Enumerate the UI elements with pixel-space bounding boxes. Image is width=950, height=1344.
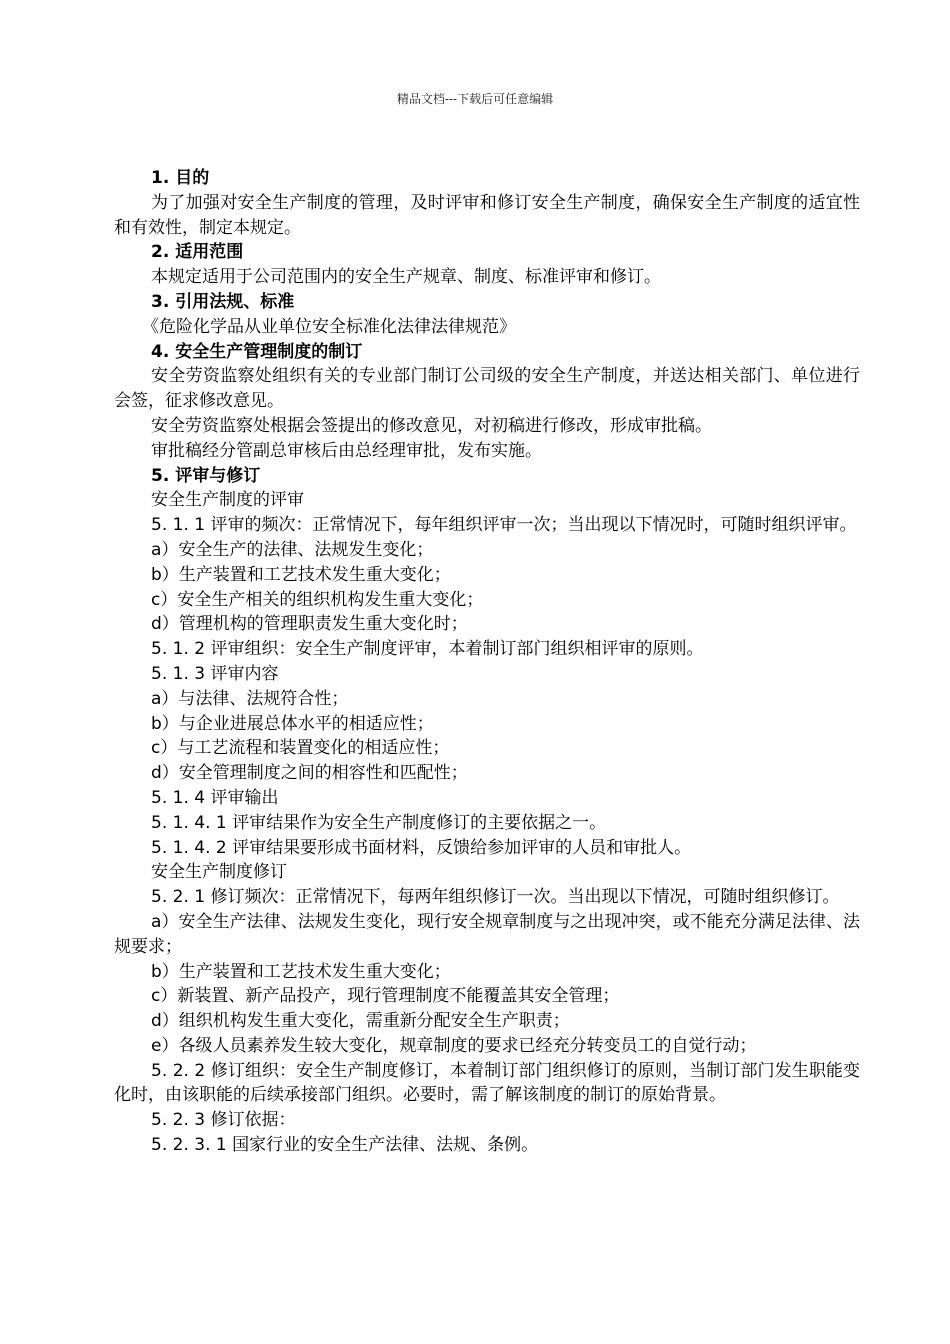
section-1-paragraph: 为了加强对安全生产制度的管理，及时评审和修订安全生产制度，确保安全生产制度的适宜性和有效性，制定本规定。 [114, 192, 860, 238]
item-5-1-1-d: d）管理机构的管理职责发生重大变化时； [151, 614, 468, 635]
section-4-paragraph-3: 审批稿经分管副总审核后由总经理审批，发布实施。 [151, 440, 542, 461]
item-5-1-4: 5. 1. 4 评审输出 [151, 787, 279, 808]
item-5-2-1-a: a）安全生产法律、法规发生变化，现行安全规章制度与之出现冲突，或不能充分满足法律、法规要求； [114, 911, 860, 957]
section-4-title: 4. 安全生产管理制度的制订 [151, 341, 363, 362]
item-5-2-1-e: e）各级人员素养发生较大变化，规章制度的要求已经充分转变员工的自觉行动； [151, 1035, 757, 1056]
item-5-2-1: 5. 2. 1 修订频次：正常情况下，每两年组织修订一次。当出现以下情况，可随时组织修订。 [151, 887, 840, 908]
section-4-paragraph-2: 安全劳资监察处根据会签提出的修改意见，对初稿进行修改，形成审批稿。 [151, 415, 712, 436]
item-5-1-1-b: b）生产装置和工艺技术发生重大变化； [151, 564, 451, 585]
item-5-1-3-c: c）与工艺流程和装置变化的相适应性； [151, 738, 450, 759]
section-5-2-title: 安全生产制度修订 [151, 862, 287, 883]
item-5-1-3-b: b）与企业进展总体水平的相适应性； [151, 713, 434, 734]
document-body [114, 166, 860, 1158]
item-5-2-1-c: c）新装置、新产品投产，现行管理制度不能覆盖其安全管理； [151, 986, 620, 1007]
section-2-paragraph: 本规定适用于公司范围内的安全生产规章、制度、标准评审和修订。 [151, 267, 661, 288]
item-5-1-4-1: 5. 1. 4. 1 评审结果作为安全生产制度修订的主要依据之一。 [151, 812, 607, 833]
section-1-title: 1. 目的 [151, 168, 210, 188]
section-3-paragraph: 《危险化学品从业单位安全标准化法律法律规范》 [142, 316, 516, 337]
item-5-1-3: 5. 1. 3 评审内容 [151, 663, 279, 684]
section-5-title: 5. 评审与修订 [151, 465, 261, 486]
item-5-2-3: 5. 2. 3 修订依据： [151, 1110, 296, 1131]
section-3-title: 3. 引用法规、标准 [151, 291, 295, 312]
item-5-1-3-a: a）与法律、法规符合性； [151, 688, 349, 709]
item-5-2-1-d: d）组织机构发生重大变化，需重新分配安全生产职责； [151, 1011, 570, 1032]
item-5-2-2: 5. 2. 2 修订组织：安全生产制度修订，本着制订部门组织修订的原则，当制订部门发生职能变化时，由该职能的后续承接部门组织。必要时，需了解该制度的制订的原始背景。 [114, 1060, 860, 1106]
item-5-1-3-d: d）安全管理制度之间的相容性和匹配性； [151, 763, 468, 784]
item-5-1-1-c: c）安全生产相关的组织机构发生重大变化； [151, 589, 484, 610]
item-5-1-2: 5. 1. 2 评审组织：安全生产制度评审，本着制订部门组织相评审的原则。 [151, 639, 704, 660]
page-header: 精品文档---下载后可任意编辑 [396, 92, 554, 106]
item-5-1-1-a: a）安全生产的法律、法规发生变化； [151, 539, 434, 560]
item-5-2-3-1: 5. 2. 3. 1 国家行业的安全生产法律、法规、条例。 [151, 1135, 539, 1156]
item-5-1-1: 5. 1. 1 评审的频次：正常情况下，每年组织评审一次；当出现以下情况时，可随时组织评审。 [151, 515, 857, 536]
section-4-paragraph-1: 安全劳资监察处组织有关的专业部门制订公司级的安全生产制度，并送达相关部门、单位进行会签，征求修改意见。 [114, 366, 860, 412]
section-2-title: 2. 适用范围 [151, 242, 244, 263]
item-5-1-4-2: 5. 1. 4. 2 评审结果要形成书面材料，反馈给参加评审的人员和审批人。 [151, 837, 692, 858]
section-5-1-title: 安全生产制度的评审 [151, 490, 304, 511]
item-5-2-1-b: b）生产装置和工艺技术发生重大变化； [151, 961, 451, 982]
